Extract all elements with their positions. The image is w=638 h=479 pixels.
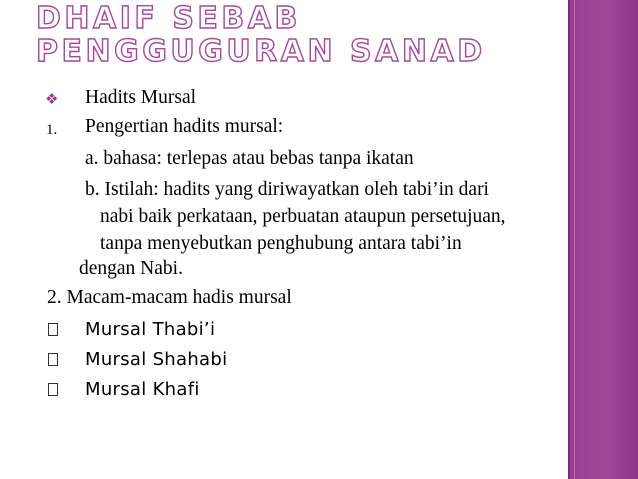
istilah-text-1: b. Istilah: hadits yang diriwayatkan oleh tabi’in dari <box>85 179 489 200</box>
slide-title: DHAIF SEBAB PENGGUGURAN SANAD <box>36 1 486 69</box>
diamond-bullet-icon: ❖ <box>45 90 59 108</box>
sub-item-label: Mursal Khafi <box>85 379 200 400</box>
item-number: 1. <box>46 122 58 138</box>
hadits-mursal-text: Hadits Mursal <box>85 87 197 108</box>
pengertian-text: Pengertian hadits mursal: <box>85 116 284 137</box>
bahasa-text: a. bahasa: terlepas atau bebas tanpa ikatan <box>85 148 414 169</box>
sub-item-label: Mursal Thabi’i <box>85 319 216 340</box>
box-bullet-icon <box>48 383 58 396</box>
box-bullet-icon <box>48 353 58 366</box>
box-bullet-icon <box>48 323 58 336</box>
sub-item-label: Mursal Shahabi <box>85 349 228 370</box>
istilah-text-4: dengan Nabi. <box>79 258 183 279</box>
istilah-text-2: nabi baik perkataan, perbuatan ataupun persetujuan, <box>100 206 506 227</box>
istilah-text-3: tanpa menyebutkan penghubung antara tabi’in <box>100 233 462 254</box>
macam-text: 2. Macam-macam hadis mursal <box>47 287 292 308</box>
